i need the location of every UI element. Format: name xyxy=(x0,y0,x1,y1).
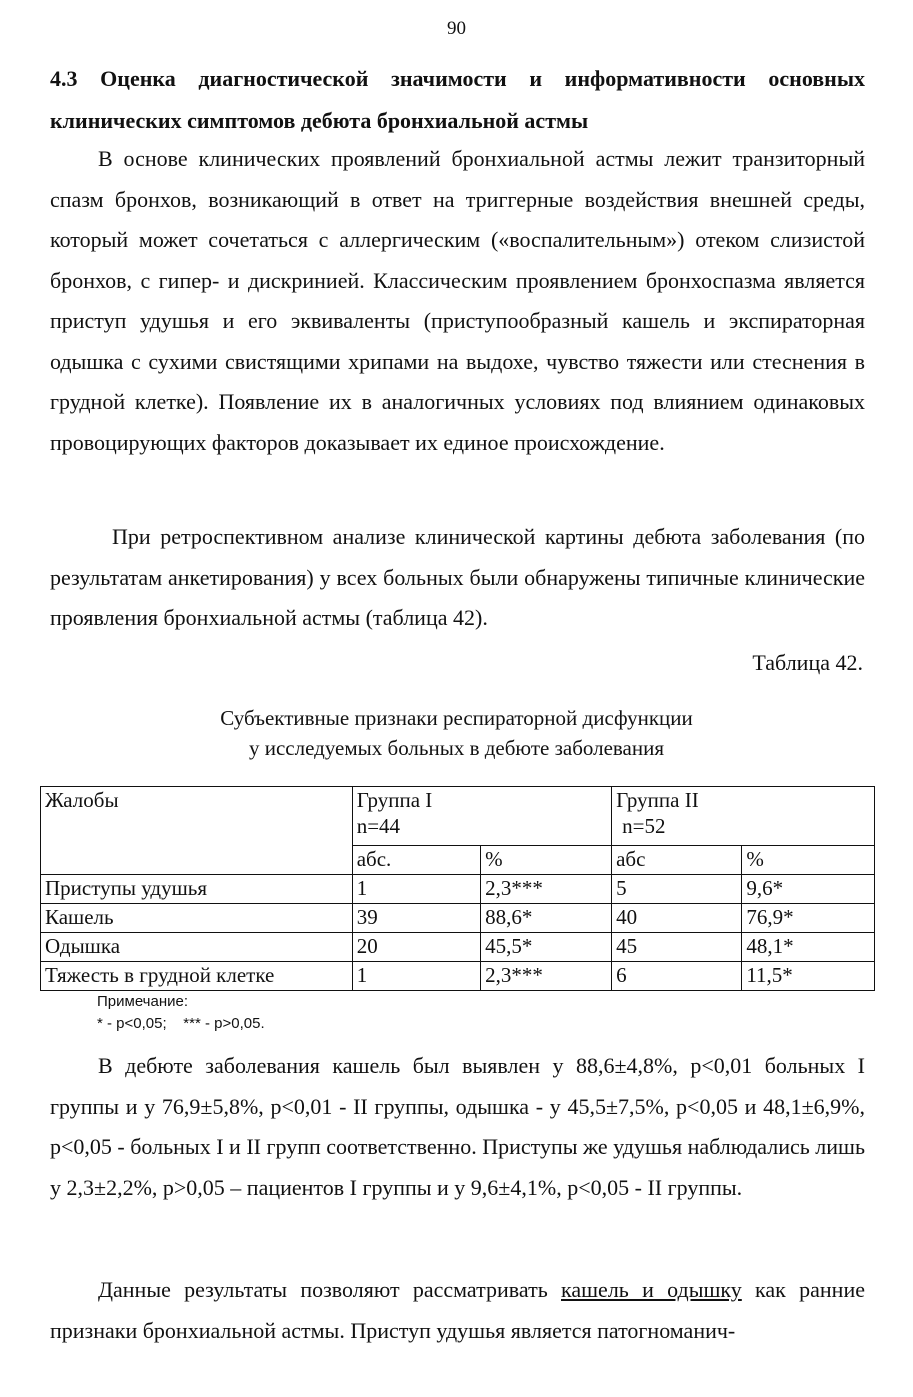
header-group-1 xyxy=(352,787,611,846)
row-label: Тяжесть в грудной клетке xyxy=(41,962,353,991)
table-title xyxy=(0,703,913,763)
header-pct-2: % xyxy=(742,846,875,875)
table-title-line-2: у исследуемых больных в дебюте заболевания xyxy=(248,736,665,760)
header-pct-1: % xyxy=(481,846,612,875)
table-note xyxy=(97,991,265,1035)
header-abs-2: абс xyxy=(612,846,742,875)
table-label: Таблица 42. xyxy=(752,650,863,675)
row-label: Кашель xyxy=(41,904,353,933)
header-group-2 xyxy=(612,787,875,846)
table-row xyxy=(41,933,875,962)
note-text: * - p<0,05; *** - p>0,05. xyxy=(97,1015,265,1032)
row-abs-2: 45 xyxy=(612,933,742,962)
row-pct-2: 76,9* xyxy=(742,904,875,933)
row-abs-2: 6 xyxy=(612,962,742,991)
header-complaints: Жалобы xyxy=(41,787,353,875)
header-abs-1: абс. xyxy=(352,846,480,875)
row-pct-1: 45,5* xyxy=(481,933,612,962)
paragraph-4-start: Данные результаты позволяют рассматривать xyxy=(98,1277,561,1302)
row-abs-1: 1 xyxy=(352,875,480,904)
row-pct-1: 88,6* xyxy=(481,904,612,933)
row-label: Приступы удушья xyxy=(41,875,353,904)
row-abs-2: 40 xyxy=(612,904,742,933)
table-row xyxy=(41,904,875,933)
row-abs-1: 20 xyxy=(352,933,480,962)
group-2-n: n=52 xyxy=(622,814,666,838)
group-1-n: n=44 xyxy=(356,814,401,838)
page-number: 90 xyxy=(447,18,466,39)
group-1-name: Группа I xyxy=(356,788,433,812)
row-pct-2: 48,1* xyxy=(742,933,875,962)
table-title-line-1: Субъективные признаки респираторной дисфункции xyxy=(220,706,693,730)
group-2-name: Группа II xyxy=(616,788,699,812)
paragraph-4-end: как ранние признаки бронхиальной астмы. Приступ удушья является патогноманич- xyxy=(50,1277,865,1343)
row-abs-2: 5 xyxy=(612,875,742,904)
paragraph-4 xyxy=(50,1270,865,1351)
row-pct-2: 11,5* xyxy=(742,962,875,991)
table-row xyxy=(41,962,875,991)
paragraph-4-underlined: кашель и одышку xyxy=(561,1277,742,1302)
row-abs-1: 1 xyxy=(352,962,480,991)
paragraph-1: В основе клинических проявлений бронхиальной астмы лежит транзиторный спазм бронхов, возникающий в ответ на триггерные воздействия внешней среды, который может сочетаться с аллергическим («воспалительным») отеком слизистой бронхов, с гипер- и дискринией. Классическим проявлением бронхоспазма является приступ удушья и его эквиваленты (приступообразный кашель и экспираторная одышка с сухими свистящими хрипами на выдохе, чувство тяжести или стеснения в грудной клетке). Появление их в аналогичных условиях под влиянием одинаковых провоцирующих факторов доказывает их единое происхождение. xyxy=(50,146,865,455)
row-pct-2: 9,6* xyxy=(742,875,875,904)
row-abs-1: 39 xyxy=(352,904,480,933)
row-label: Одышка xyxy=(41,933,353,962)
note-title: Примечание: xyxy=(97,993,188,1010)
paragraph-3: В дебюте заболевания кашель был выявлен у 88,6±4,8%, p<0,01 больных I группы и у 76,9±5,8%, p<0,01 - II группы, одышка - у 45,5±7,5%, p<0,05 и 48,1±6,9%, p<0,05 - больных I и II групп соответственно. Приступы же удушья наблюдались лишь у 2,3±2,2%, p>0,05 – пациентов I группы и у 9,6±4,1%, p<0,05 - II группы. xyxy=(50,1053,865,1200)
section-heading: 4.3 Оценка диагностической значимости и информативности основных клинических симптомов дебюта бронхиальной астмы xyxy=(50,66,865,133)
symptoms-table xyxy=(40,786,875,991)
row-pct-1: 2,3*** xyxy=(481,875,612,904)
table-row xyxy=(41,875,875,904)
paragraph-2: При ретроспективном анализе клинической картины дебюта заболевания (по результатам анкетирования) у всех больных были обнаружены типичные клинические проявления бронхиальной астмы (таблица 42). xyxy=(50,524,865,630)
row-pct-1: 2,3*** xyxy=(481,962,612,991)
